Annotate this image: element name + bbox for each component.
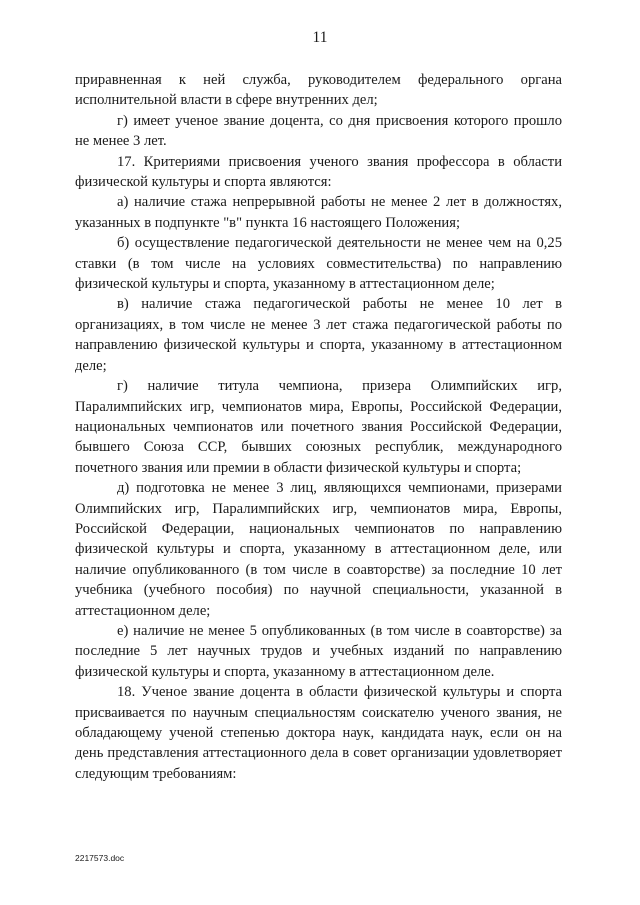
paragraph-17-d: д) подготовка не менее 3 лиц, являющихся чемпионами, призерами Олимпийских игр, Паралимпийских игр, чемпионатов мира, Европы, Российской Федерации, национальных чемпионатов по направлению физической культуры и спорта, указанному в аттестационном деле, или наличие опубликованного (в том числе в соавторстве) за последние 10 лет учебника (учебного пособия) по научной специальности, указанной в аттестационном деле;: [75, 480, 562, 619]
paragraph-continuation: приравненная к ней служба, руководителем федерального органа исполнительной власти в сфере внутренних дел;: [75, 72, 562, 109]
paragraph-17-e: е) наличие не менее 5 опубликованных (в том числе в соавторстве) за последние 5 лет научных трудов и учебных изданий по направлению физической культуры и спорта, указанному в аттестационном деле.: [75, 622, 562, 680]
page-number: 11: [312, 29, 328, 46]
paragraph-item-g-docent: г) имеет ученое звание доцента, со дня присвоения которого прошло не менее 3 лет.: [75, 112, 562, 150]
paragraph-17-b: б) осуществление педагогической деятельности не менее чем на 0,25 ставки (в том числе на условиях совместительства) по направлению физической культуры и спорта, указанному в аттестационном деле;: [75, 235, 562, 293]
document-body: [75, 70, 562, 784]
paragraph-18: 18. Ученое звание доцента в области физической культуры и спорта присваивается по научным специальностям соискателю ученого звания, не обладающему ученой степенью доктора наук, кандидата наук, если он на день представления аттестационного дела в совет организации удовлетворяет следующим требованиям:: [75, 684, 562, 782]
paragraph-17-g: г) наличие титула чемпиона, призера Олимпийских игр, Паралимпийских игр, чемпионатов мира, Европы, Российской Федерации, национальных чемпионатов или почетного звания Российской Федерации, бывшего Союза ССР, бывших союзных республик, международного почетного звания или премии в области физической культуры и спорта;: [75, 378, 562, 476]
paragraph-17-header: 17. Критериями присвоения ученого звания профессора в области физической культуры и спорта являются:: [75, 153, 562, 191]
footer-filename: 2217573.doc: [75, 853, 125, 863]
paragraph-17-a: а) наличие стажа непрерывной работы не менее 2 лет в должностях, указанных в подпункте "в" пункта 16 настоящего Положения;: [75, 194, 562, 231]
paragraph-17-v: в) наличие стажа педагогической работы не менее 10 лет в организациях, в том числе не менее 3 лет стажа педагогической работы по направлению физической культуры и спорта, указанному в аттестационном деле;: [75, 296, 562, 374]
